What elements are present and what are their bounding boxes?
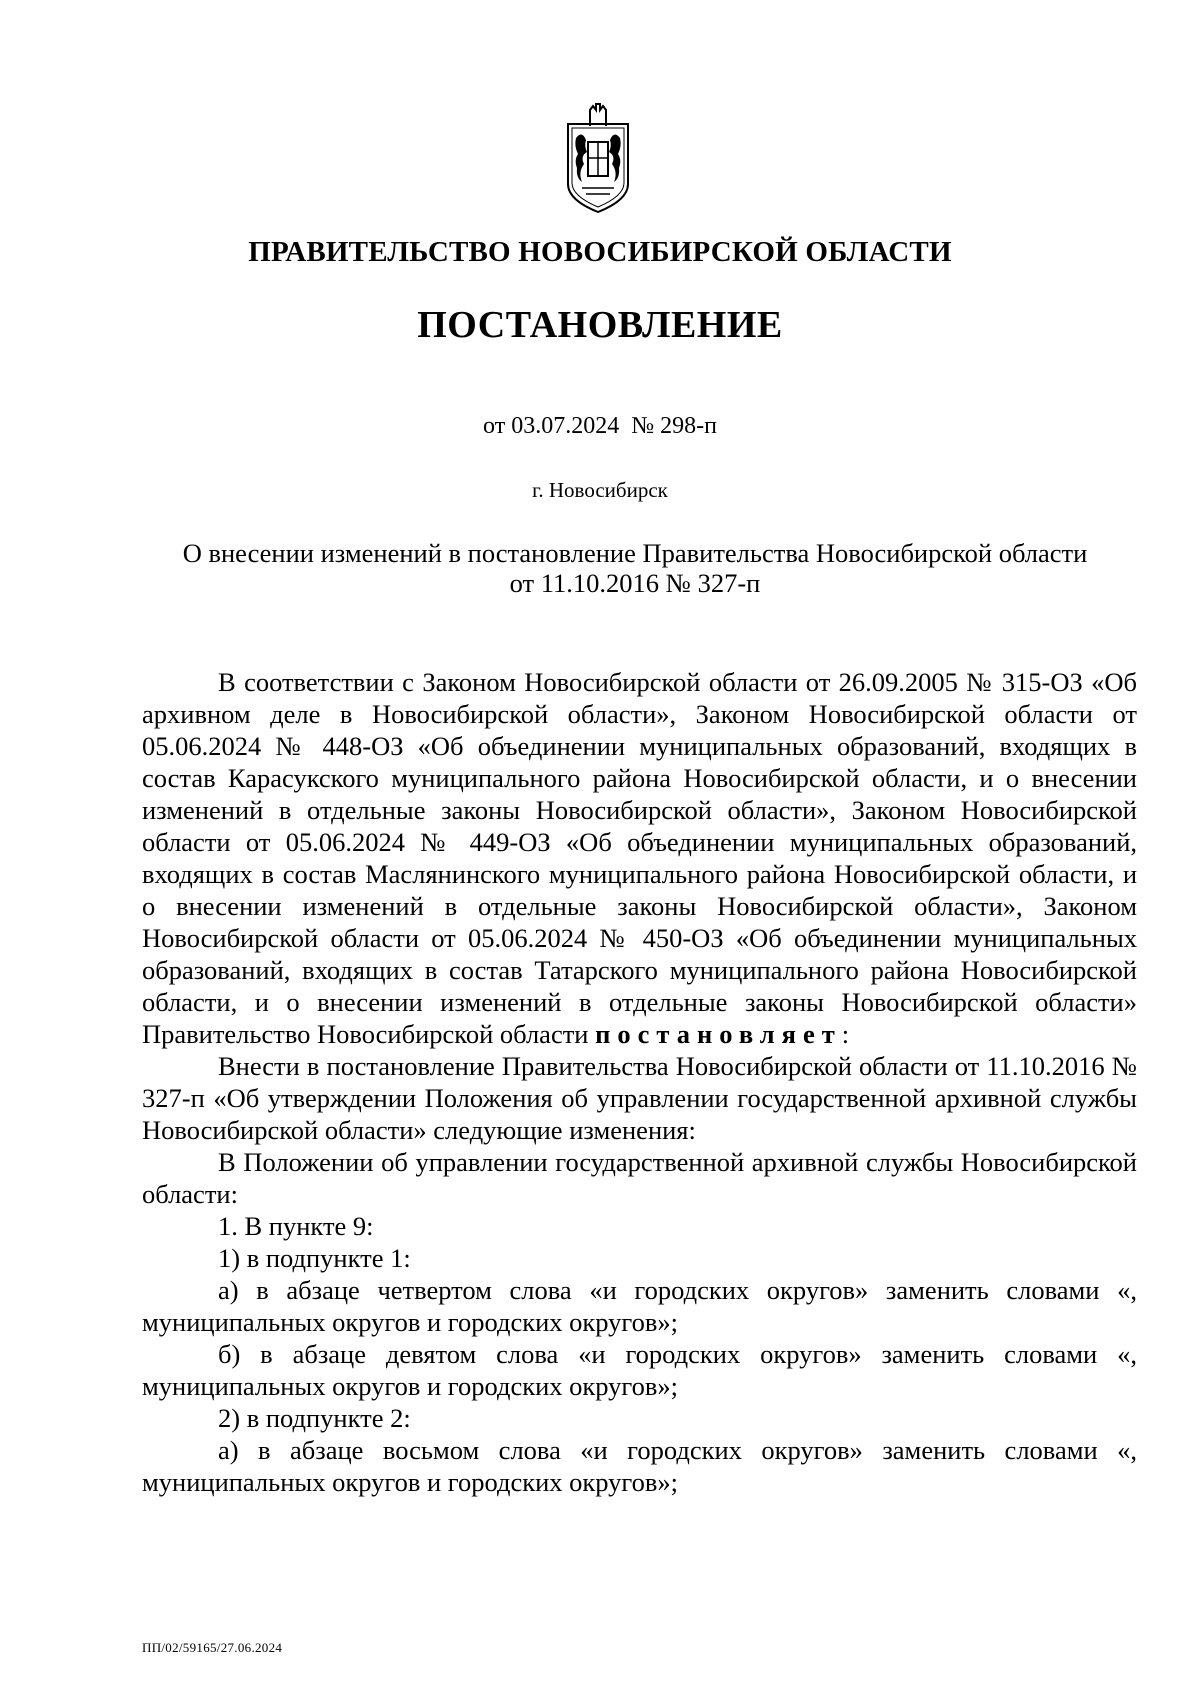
body-paragraph: а) в абзаце четвертом слова «и городских округов» заменить словами «, муниципальных округов и городских округов»; [142, 1275, 1137, 1337]
body-paragraph: Внести в постановление Правительства Новосибирской области от 11.10.2016 № 327-п «Об утверждении Положения об управлении государственной архивной службы Новосибирской области» следующие изменения: [142, 1051, 1137, 1145]
body-paragraph: 1) в подпункте 1: [218, 1243, 411, 1273]
document-type-title: ПОСТАНОВЛЕНИЕ [417, 304, 783, 346]
decree-colon: : [841, 1019, 850, 1049]
subject-line-2: от 11.10.2016 № 327-п [509, 568, 761, 598]
body-paragraph: 2) в подпункте 2: [218, 1403, 411, 1433]
body-paragraph: В Положении об управлении государственной архивной службы Новосибирской области: [142, 1147, 1137, 1209]
preamble-paragraph [142, 666, 1137, 1050]
footer-document-code: ПП/02/59165/27.06.2024 [142, 1640, 283, 1655]
coat-of-arms-icon [560, 102, 636, 216]
body-paragraph: б) в абзаце девятом слова «и городских округов» заменить словами «, муниципальных округов и городских округов»; [142, 1339, 1137, 1401]
body-paragraph: 1. В пункте 9: [218, 1211, 374, 1241]
document-city: г. Новосибирск [532, 478, 668, 502]
subject-line-1: О внесении изменений в постановление Правительства Новосибирской области [182, 538, 1088, 568]
body-paragraph: а) в абзаце восьмом слова «и городских округов» заменить словами «, муниципальных округов и городских округов»; [142, 1435, 1137, 1497]
document-body [142, 666, 1137, 1498]
organization-title: ПРАВИТЕЛЬСТВО НОВОСИБИРСКОЙ ОБЛАСТИ [248, 236, 952, 268]
document-date-number: от 03.07.2024 № 298-п [483, 413, 717, 439]
document-subject [130, 538, 1140, 598]
decree-word: постановляет [595, 1019, 842, 1049]
preamble-text: В соответствии с Законом Новосибирской области от 26.09.2005 № 315-ОЗ «Об архивном деле в Новосибирской области», Законом Новосибирской области от 05.06.2024 № 448-ОЗ «Об объединении муниципальных образований, входящих в состав Карасукского муниципального района Новосибирской области, и о внесении изменений в отдельные законы Новосибирской области», Законом Новосибирской области от 05.06.2024 № 449-ОЗ «Об объединении муниципальных образований, входящих в состав Маслянинского муниципального района Новосибирской области, и о внесении изменений в отдельные законы Новосибирской области», Законом Новосибирской области от 05.06.2024 № 450-ОЗ «Об объединении муниципальных образований, входящих в состав Татарского муниципального района Новосибирской области, и о внесении изменений в отдельные законы Новосибирской области» Правительство Новосибирской области [142, 667, 1137, 1049]
